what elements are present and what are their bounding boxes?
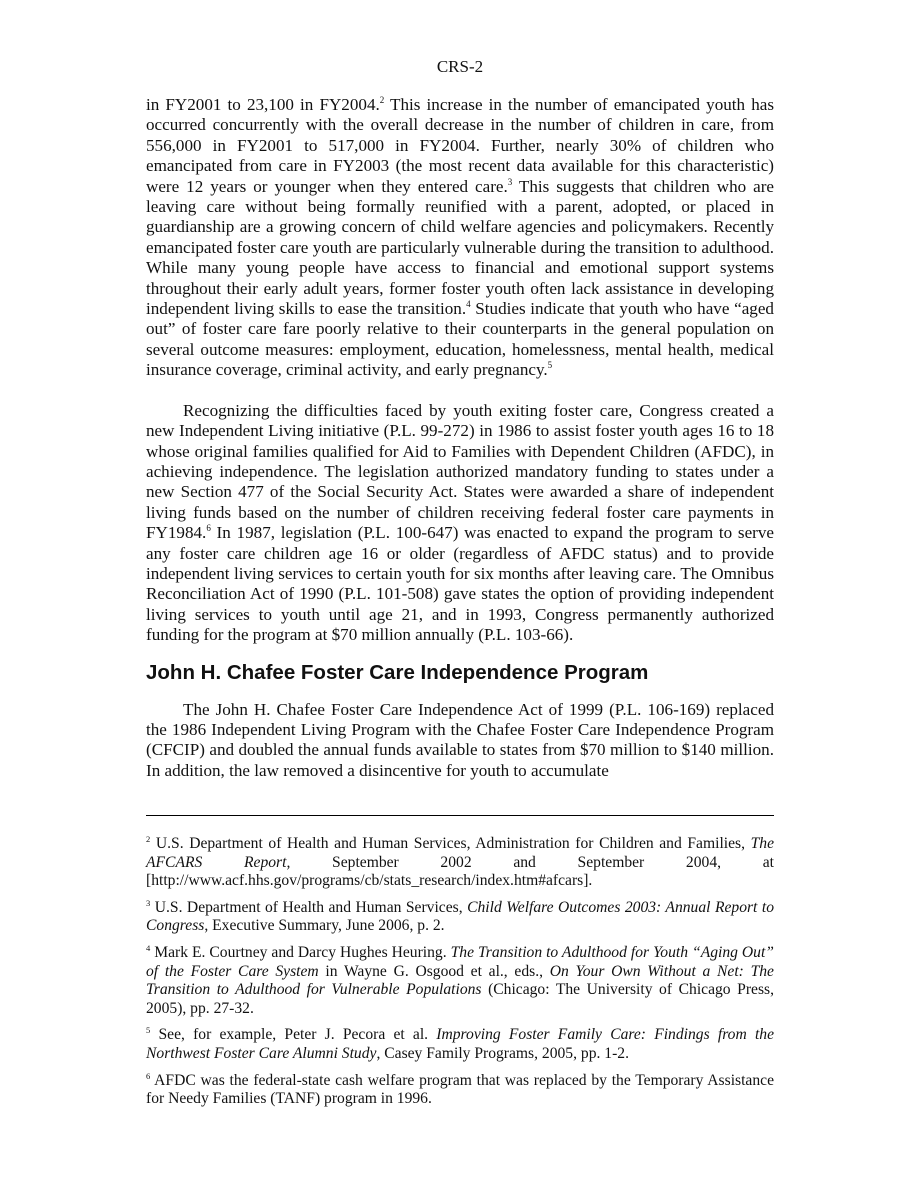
footnote-ref-5[interactable]: 5: [547, 360, 553, 371]
page-number-header: CRS-2: [436, 57, 484, 76]
footnote-number: 3: [146, 897, 151, 908]
footnote-ref-2[interactable]: 2: [379, 95, 385, 105]
footnote-text: (Chicago: The University of Chicago Press, 2005), pp. 27-32.: [146, 981, 774, 1017]
footnote-text: in Wayne G. Osgood et al., eds.,: [318, 962, 550, 980]
footnote-3: [146, 899, 774, 936]
footnote-ref-4[interactable]: 4: [466, 299, 471, 310]
paragraph-1-text-a: in FY2001 to 23,100 in FY2004.: [146, 95, 380, 114]
footnote-italic-title: Child Welfare Outcomes 2003: Annual Report to Congress: [146, 898, 774, 935]
footnote-number: 6: [146, 1070, 151, 1081]
footnotes: [146, 835, 774, 1117]
footnote-5: [146, 1026, 774, 1063]
footnote-text: U.S. Department of Health and Human Services,: [154, 898, 468, 916]
footnote-text: , Executive Summary, June 2006, p. 2.: [204, 917, 445, 935]
paragraph-2: [146, 401, 774, 646]
footnote-4: [146, 944, 774, 1018]
paragraph-2-text-a: Recognizing the difficulties faced by youth exiting foster care, Congress created a new Independent Living initiative (P.L. 99-272) in 1986 to assist foster youth ages 16 to 18 whose original families qualified for Aid to Families with Dependent Children (AFDC), in achieving independence. The legislation authorized mandatory funding to states under a new Section 477 of the Social Security Act. States were awarded a share of independent living funds based on the number of children receiving federal foster care payments in FY1984.: [146, 400, 774, 543]
paragraph-1-text-d: Studies indicate that youth who have “aged out” of foster care fare poorly relative to their counterparts in the general population on several outcome measures: employment, education, homelessness, mental health, medical insurance coverage, criminal activity, and early pregnancy.: [146, 299, 774, 380]
footnote-number: 2: [146, 834, 151, 844]
footnote-text: U.S. Department of Health and Human Services, Administration for Children and Families,: [155, 835, 751, 852]
footnote-number: 4: [146, 942, 151, 953]
section-heading: John H. Chafee Foster Care Independence Program: [146, 660, 649, 684]
paragraph-1: [146, 95, 774, 381]
footnote-2: [146, 835, 774, 891]
footnote-text: September 2002 and September 2004, at [http://www.acf.hhs.gov/programs/cb/stats_research/index.htm#afcars].: [146, 853, 774, 890]
footnote-text: See, for example, Peter J. Pecora et al.: [158, 1026, 437, 1044]
footnote-italic-title: Improving Foster Family Care: Findings from the Northwest Foster Care Alumni Study: [146, 1026, 774, 1062]
footnote-ref-3[interactable]: 3: [507, 176, 513, 187]
paragraph-3: The John H. Chafee Foster Care Independence Act of 1999 (P.L. 106-169) replaced the 1986 Independent Living Program with the Chafee Foster Care Independence Program (CFCIP) and doubled the annual funds available to states from $70 million to $140 million. In addition, the law removed a disincentive for youth to accumulate: [146, 699, 774, 780]
footnote-number: 5: [146, 1025, 151, 1036]
paragraph-2-text-b: In 1987, legislation (P.L. 100-647) was enacted to expand the program to serve any foster care children age 16 or older (regardless of AFDC status) and to provide independent living services to certain youth for six months after leaving care. The Omnibus Reconciliation Act of 1990 (P.L. 101-508) gave states the option of providing independent living services to youth until age 21, and in 1993, Congress permanently authorized funding for the program at $70 million annually (P.L. 103-66).: [146, 523, 774, 645]
footnote-italic-title: On Your Own Without a Net: The Transition to Adulthood for Vulnerable Populations: [146, 962, 774, 999]
footnote-text: , Casey Family Programs, 2005, pp. 1-2.: [376, 1044, 629, 1062]
footnote-ref-6[interactable]: 6: [206, 523, 211, 534]
footnote-6: [146, 1072, 774, 1109]
footnote-italic-title: The Transition to Adulthood for Youth “Aging Out” of the Foster Care System: [146, 943, 774, 980]
footnote-text: AFDC was the federal-state cash welfare program that was replaced by the Temporary Assistance for Needy Families (TANF) program in 1996.: [146, 1071, 774, 1108]
footnote-italic-title: The AFCARS Report,: [146, 835, 774, 871]
footnote-text: Mark E. Courtney and Darcy Hughes Heuring.: [154, 943, 451, 961]
paragraph-1-text-c: This suggests that children who are leaving care without being formally reunified with a parent, adopted, or placed in guardianship are a growing concern of child welfare agencies and policymakers. Recently emancipated foster care youth are particularly vulnerable during the transition to adulthood. While many young people have access to financial and emotional support systems throughout their early adult years, former foster youth often lack assistance in developing independent living skills to ease the transition.: [146, 176, 774, 319]
paragraph-1-text-b: This increase in the number of emancipated youth has occurred concurrently with the overall decrease in the number of children in care, from 556,000 in FY2001 to 517,000 in FY2004. Further, nearly 30% of children who emancipated from care in FY2003 (the most recent data available for this characteristic) were 12 years or younger when they entered care.: [146, 95, 774, 196]
footnote-separator: [146, 815, 774, 816]
body-text: [146, 95, 774, 781]
